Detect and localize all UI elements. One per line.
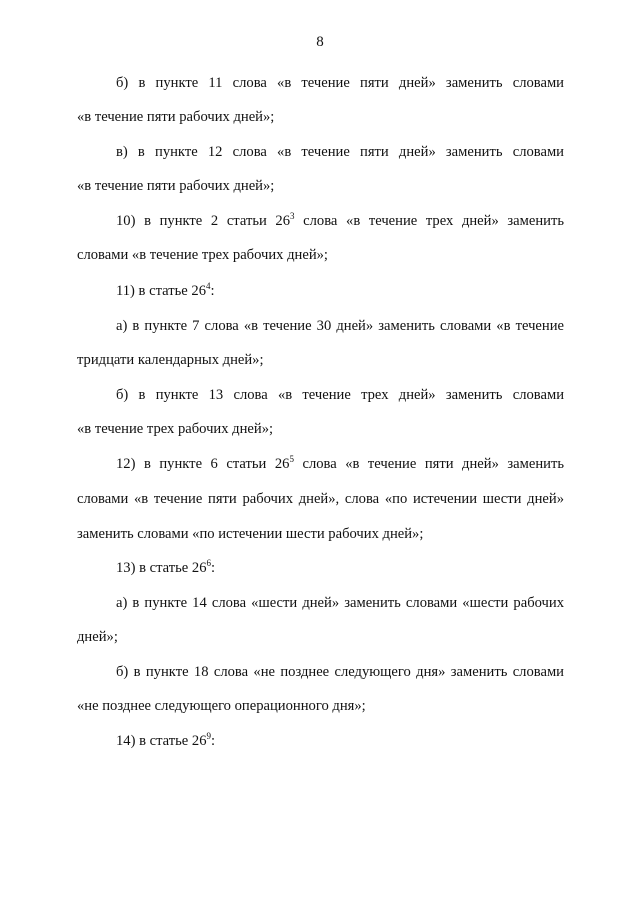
item-line-continuation: заменить словами «по истечении шести рабочих дней»;	[77, 526, 424, 542]
item-line-first	[77, 282, 564, 300]
item-text: 11) в статье 26	[116, 283, 206, 299]
item-line-continuation: дней»;	[77, 629, 118, 645]
superscript: 3	[290, 211, 295, 221]
item-text: :	[211, 560, 216, 576]
page-number: 8	[316, 34, 324, 50]
superscript: 4	[206, 281, 211, 291]
item-line-continuation: тридцати календарных дней»;	[77, 352, 264, 368]
item-line-first: б) в пункте 18 слова «не позднее следующего дня» заменить словами	[116, 664, 564, 680]
item-text: 14) в статье 26	[116, 733, 207, 749]
item-line-first: а) в пункте 7 слова «в течение 30 дней» заменить словами «в течение	[116, 318, 564, 334]
item-line-first: а) в пункте 14 слова «шести дней» заменить словами «шести рабочих	[116, 595, 564, 611]
item-line-continuation: «в течение пяти рабочих дней»;	[77, 109, 275, 125]
item-line-continuation: «не позднее следующего операционного дня»;	[77, 698, 366, 714]
item-text: 13) в статье 26	[116, 560, 207, 576]
item-line-first	[77, 732, 564, 750]
superscript: 5	[289, 454, 294, 464]
item-line-continuation: «в течение пяти рабочих дней»;	[77, 178, 275, 194]
item-line-first	[77, 559, 564, 577]
item-line-continuation: словами «в течение пяти рабочих дней», слова «по истечении шести дней»	[77, 491, 564, 507]
item-line-continuation: «в течение трех рабочих дней»;	[77, 421, 274, 437]
superscript: 9	[206, 731, 212, 741]
item-line-first: в) в пункте 12 слова «в течение пяти дней» заменить словами	[116, 144, 564, 160]
item-line-first: б) в пункте 11 слова «в течение пяти дней» заменить словами	[116, 75, 564, 91]
item-text: 12) в пункте 6 статьи 26	[116, 456, 290, 472]
item-line-first	[77, 455, 564, 473]
item-text: слова «в течение пяти дней» заменить	[293, 456, 564, 472]
item-line-first: б) в пункте 13 слова «в течение трех дней» заменить словами	[116, 387, 564, 403]
item-text: :	[211, 733, 216, 749]
item-line-first	[77, 212, 564, 230]
item-text: слова «в течение трех дней» заменить	[294, 213, 564, 229]
item-line-continuation: словами «в течение трех рабочих дней»;	[77, 247, 328, 263]
superscript: 6	[206, 558, 212, 568]
item-text: :	[210, 283, 215, 299]
item-text: 10) в пункте 2 статьи 26	[116, 213, 291, 229]
